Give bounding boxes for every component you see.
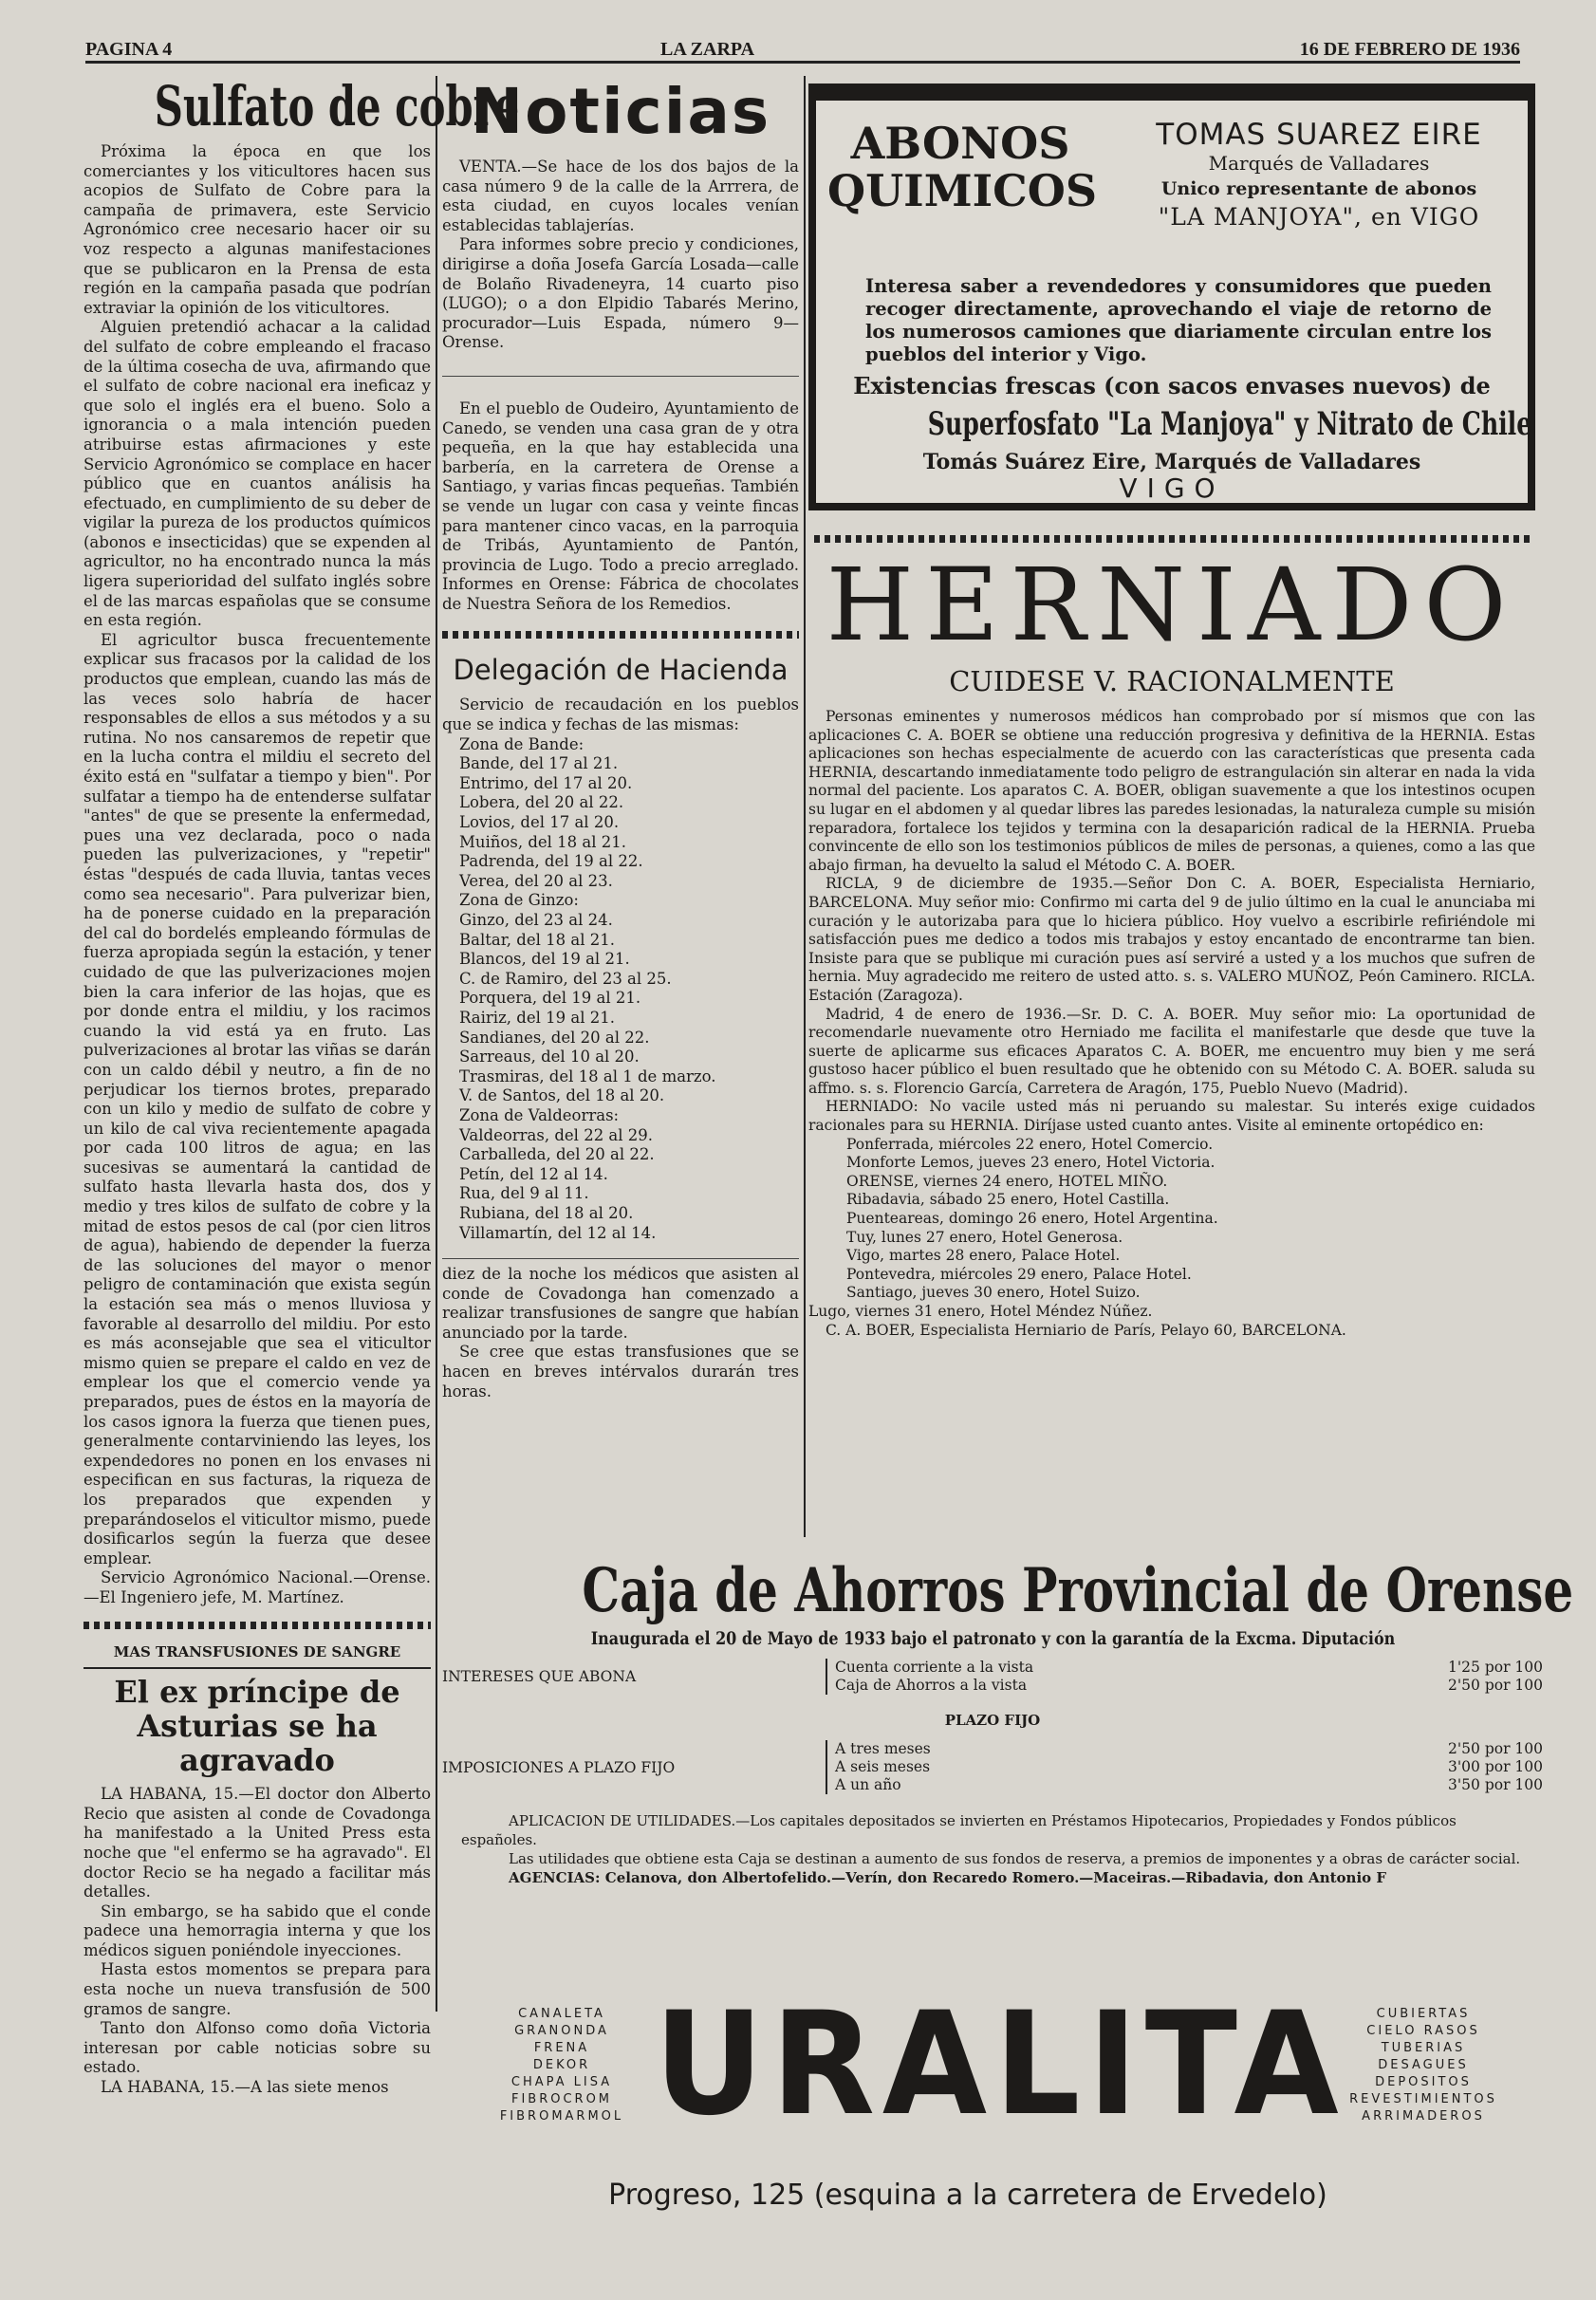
plazo-title: PLAZO FIJO bbox=[944, 1712, 1041, 1729]
visit-item: Ponferrada, miércoles 22 enero, Hotel Comercio. bbox=[846, 1135, 1214, 1153]
herniado-paragraph: Madrid, 4 de enero de 1936.—Sr. D. C. A. BOER. Muy señor mio: La oportunidad de recomendarle nuevamente otro Herniado me facilita el manifestarle que desde que tuve la suerte de aplicarme sus eficaces Aparatos C. A. BOER, me encuentro muy bien y me será gustoso hacer público el buen resultado que he obtenido con su Método C. A. BOER. saluda su affmo. s. s. Florencio García, Carretera de Aragón, 175, Pueblo Nuevo (Madrid). bbox=[808, 1005, 1535, 1097]
hacienda-title: Delegación de Hacienda bbox=[453, 654, 789, 687]
plazo-item: A seis meses 3'00 por 100 bbox=[835, 1758, 1543, 1775]
zone-item: Lobera, del 20 al 22. bbox=[459, 793, 624, 812]
zone-item: Petín, del 12 al 14. bbox=[459, 1164, 608, 1183]
intereses-row bbox=[442, 1659, 1543, 1695]
zone-item: Porquera, del 19 al 21. bbox=[459, 989, 641, 1008]
herniado-footer: C. A. BOER, Especialista Herniario de París, Pelayo 60, BARCELONA. bbox=[826, 1321, 1346, 1339]
uralita-left-list: CANALETA GRANONDA FRENA DEKOR CHAPA LISA FIBROCROM FIBROMARMOL bbox=[499, 2007, 624, 2124]
visit-item: Puenteareas, domingo 26 enero, Hotel Argentina. bbox=[846, 1210, 1218, 1228]
herniado-paragraph: Personas eminentes y numerosos médicos han comprobado por sí mismos que con las aplicaciones C. A. BOER se obtiene una reducción progresiva y definitiva de la HERNIA. Estas aplicaciones son hechas especialmente de acuerdo con las características que presenta cada HERNIA, descartando inmediatamente todo peligro de estrangulación sin alterar en nada la vida normal del paciente. Los aparatos C. A. BOER, obligan suavemente a que los intestinos ocupen su lugar en el abdomen y al quedar libres las paredes lesionadas, la naturaleza cumple su misión reparadora, fortalece los tejidos y termina con la desaparición radical de la HERNIA. Prueba convincente de ello son los testimonios públicos de miles de personas, a quienes, como a las que abajo firman, ha devuelto la salud el Método C. A. BOER. bbox=[808, 708, 1535, 874]
herniado-subtitle: CUIDESE V. RACIONALMENTE bbox=[949, 665, 1395, 697]
zone-item: Baltar, del 18 al 21. bbox=[459, 930, 615, 949]
zone-item: Sandianes, del 20 al 22. bbox=[459, 1028, 650, 1047]
section-divider bbox=[814, 535, 1531, 543]
noticias-paragraph: Para informes sobre precio y condiciones, dirigirse a doña Josefa García Losada—calle de Bolaño Rivadeneyra, 14 cuarto piso (LUGO); o a don Elpidio Tabarés Merino, procurador—Luis Espada, número 9—Orense. bbox=[442, 235, 799, 352]
visit-item: ORENSE, viernes 24 enero, HOTEL MIÑO. bbox=[846, 1172, 1168, 1190]
caja-aplicacion: APLICACION DE UTILIDADES.—Los capitales depositados se invierten en Préstamos Hipotecarios, Propiedades y Fondos públicos españoles. bbox=[461, 1812, 1457, 1848]
sulfato-paragraph: El agricultor busca frecuentemente explicar sus fracasos por la calidad de los productos que emplean, cuando las más de las veces solo habría de hacer responsables de ellos a sus métodos y a su rutina. No nos cansaremos de repetir que en la lucha contra el mildiu el secreto del éxito está en "sulfatar a tiempo y bien". Por sulfatar a tiempo ha de entenderse sulfatar "antes" de que se presente la enfermedad, pues una vez declarada, poco o nada pueden las pulverizaciones, y "repetir" éstas "después de cada lluvia, tantas veces como sea necesario". Para pulverizar bien, ha de ponerse cuidado en la preparación del cal do bordelés empleando fórmulas de fuerza apropiada según la estación, y tener cuidado de que las pulverizaciones mojen bien la cara inferior de las hojas, que es por donde entra el mildiu, y los racimos cuando la vid está ya en fruto. Las pulverizaciones al brotar las viñas se darán con un caldo débil y neutro, a fin de no perjudicar los tiernos brotes, preparado con un kilo y medio de sulfato de cobre y un kilo de cal viva recientemente apagada por cada 100 litros de agua; en las sucesivas se aumentará la cantidad de sulfato hasta llevarla hasta dos, dos y medio y tres kilos de sulfato de cobre y la mitad de estos pesos de cal (por cien litros de agua), habiendo de depender la fuerza de las soluciones del mayor o menor peligro de contaminación que exista según la estación sea más o menos lluviosa y favorable al desarrollo del mildiu. Por esto es más aconsejable que sea el viticultor mismo quien se prepare el caldo en vez de emplear los que el comercio vende ya preparados, pues de éstos en la mayoría de los casos ignora la fuerza que tienen pues, generalmente contarviniendo las leyes, los expendedores no ponen en los envases ni especifican en sus facturas, la riqueza de los preparados que expenden y preparándoselos el viticultor mismo, puede dosificarlos según la fuerza que desee emplear. bbox=[84, 630, 431, 1567]
zone-item: Trasmiras, del 18 al 1 de marzo. bbox=[459, 1067, 716, 1085]
abonos-name: TOMAS SUAREZ EIRE bbox=[1156, 118, 1482, 152]
visit-item: Monforte Lemos, jueves 23 enero, Hotel Victoria. bbox=[846, 1154, 1216, 1172]
abonos-products: Superfosfato "La Manjoya" y Nitrato de Chile bbox=[927, 405, 1532, 443]
zone-item: Padrenda, del 19 al 22. bbox=[459, 852, 643, 871]
abonos-name-block bbox=[1110, 118, 1528, 232]
caja-utilidades: Las utilidades que obtiene esta Caja se destinan a aumento de sus fondos de reserva, a premios de imponentes y a obras de carácter social. bbox=[509, 1850, 1521, 1867]
caja-agencias: AGENCIAS: Celanova, don Albertofelido.—Verín, don Recaredo Romero.—Maceiras.—Ribadavia, don Antonio F bbox=[509, 1869, 1387, 1886]
transfusiones-paragraph: Sin embargo, se ha sabido que el conde padece una hemorragia interna y que los médicos siguen poniéndole inyecciones. bbox=[84, 1901, 431, 1959]
sulfato-paragraph: Próxima la época en que los comerciantes y los viticultores hacen sus acopios de Sulfato de Cobre para la campaña de primavera, este Servicio Agronómico cree necesario hacer oir su voz respecto a algunas manifestaciones que se publicaron en la Prensa de esta región en la campaña pasada que podrían extraviar la opinión de los viticultores. bbox=[84, 142, 431, 317]
uralita-right-list: CUBIERTAS CIELO RASOS TUBERIAS DESAGUES DEPOSITOS REVESTIMIENTOS ARRIMADEROS bbox=[1349, 2007, 1497, 2124]
section-divider bbox=[84, 1622, 431, 1629]
hacienda-intro: Servicio de recaudación en los pueblos que se indica y fechas de las mismas: bbox=[442, 696, 799, 734]
transfusiones-continuation-2: Se cree que estas transfusiones que se hacen en breves intérvalos durarán tres horas. bbox=[442, 1343, 799, 1400]
interest-item: Cuenta corriente a la vista 1'25 por 100 bbox=[835, 1659, 1543, 1676]
caja-notes bbox=[442, 1811, 1543, 1887]
noticias-title: Noticias bbox=[470, 75, 771, 148]
uralita-logo: URALITA bbox=[654, 1982, 1346, 2147]
zone-item: Rua, del 9 al 11. bbox=[459, 1184, 589, 1203]
noticias-paragraph: VENTA.—Se hace de los dos bajos de la casa número 9 de la calle de la Arrrera, de esta ciudad, en cuyos locales venían establecidas tablajerías. bbox=[442, 158, 799, 234]
zone-item: Villamartín, del 12 al 14. bbox=[459, 1223, 657, 1242]
zone-name: Zona de Ginzo: bbox=[459, 891, 579, 910]
sulfato-signature: Servicio Agronómico Nacional.—Orense.—El Ingeniero jefe, M. Martínez. bbox=[84, 1568, 431, 1606]
abonos-subtitle: Marqués de Valladares bbox=[1208, 152, 1430, 175]
uralita-ad bbox=[493, 1982, 1499, 2237]
zone-item: Verea, del 20 al 23. bbox=[459, 871, 613, 890]
interest-item: Caja de Ahorros a la vista 2'50 por 100 bbox=[835, 1677, 1543, 1694]
visit-item: Tuy, lunes 27 enero, Hotel Generosa. bbox=[846, 1228, 1123, 1246]
imposiciones-row bbox=[442, 1740, 1543, 1794]
zone-item: Rairiz, del 19 al 21. bbox=[459, 1008, 615, 1027]
abonos-brand: "LA MANJOYA", en VIGO bbox=[1158, 203, 1480, 231]
sulfato-paragraph: Alguien pretendió achacar a la calidad del sulfato de cobre empleando el fracaso de la última cosecha de uva, afirmando que el sulfato de cobre nacional era ineficaz y que solo el inglés era el bueno. Solo a ignorancia o a mala intención pueden atribuirse estas afirmaciones y este Servicio Agronómico se complace en hacer público que en cuantos análisis ha efectuado, en cumplimiento de su deber de vigilar la pureza de los productos químicos (abonos e insecticidas) que se expenden al agricultor, no ha encontrado nunca la más ligera superioridad del sulfato inglés sobre el de las marcas españolas que se consume en esta región. bbox=[84, 318, 431, 630]
zone-item: Bande, del 17 al 21. bbox=[459, 754, 619, 773]
column-rule-2 bbox=[804, 76, 806, 1537]
abonos-ad bbox=[808, 83, 1535, 510]
page-number: PAGINA 4 bbox=[85, 39, 173, 60]
abonos-title: ABONOS QUIMICOS bbox=[827, 118, 1098, 216]
abonos-signature: Tomás Suárez Eire, Marqués de Valladares bbox=[922, 450, 1421, 474]
zone-item: Sarreaus, del 10 al 20. bbox=[459, 1048, 640, 1067]
section-divider bbox=[442, 631, 799, 639]
zone-item: Lovios, del 17 al 20. bbox=[459, 813, 620, 832]
noticias-paragraph: En el pueblo de Oudeiro, Ayuntamiento de Canedo, se venden una casa gran de y otra pequeña, en la que hay establecida una barbería, en la carretera de Orense a Santiago, y varias fincas pequeñas. También se vende un lugar con casa y veinte fincas para mantener cinco vacas, en la parroquia de Tribás, Ayuntamiento de Pantón, provincia de Lugo. Todo a precio arreglado. Informes en Orense: Fábrica de chocolates de Nuestra Señora de los Remedios. bbox=[442, 399, 799, 613]
herniado-paragraph: RICLA, 9 de diciembre de 1935.—Señor Don C. A. BOER, Especialista Herniario, BARCELONA. Muy señor mio: Confirmo mi carta del 9 de julio último en la cual le anunciaba mi curación y le autorizaba para que lo hiciera público. Hoy vuelvo a escribirle refiriéndole mi satisfacción pues me dedico a todos mis trabajos y estoy encantado de encontrarme tan bien. Insiste para que se publique mi curación pues así serviré a usted y a los muchos que sufren de hernia. Muy agradecido me reitero de usted atto. s. s. VALERO MUÑOZ, Peón Caminero. RICLA. Estación (Zaragoza). bbox=[808, 875, 1535, 1004]
herniado-title: HERNIADO bbox=[826, 547, 1518, 663]
imposiciones-label: IMPOSICIONES A PLAZO FIJO bbox=[442, 1759, 676, 1776]
visit-item: Ribadavia, sábado 25 enero, Hotel Castilla. bbox=[846, 1191, 1170, 1209]
hacienda-divider bbox=[442, 1258, 799, 1259]
issue-date: 16 DE FEBRERO DE 1936 bbox=[1299, 39, 1520, 60]
noticias-divider bbox=[442, 353, 799, 377]
transfusiones-paragraph: LA HABANA, 15.—El doctor don Alberto Recio que asisten al conde de Covadonga ha manifestado a la United Press esta noche que "el enfermo se ha agravado". El doctor Recio se ha negado a facilitar más detalles. bbox=[84, 1785, 431, 1901]
intereses-label: INTERESES QUE ABONA bbox=[442, 1668, 637, 1685]
caja-inaugurated: Inaugurada el 20 de Mayo de 1933 bajo el patronato y con la garantía de la Excma. Diputación bbox=[590, 1628, 1395, 1649]
transfusiones-title: El ex príncipe de Asturias se ha agravado bbox=[84, 1667, 431, 1777]
abonos-existencias: Existencias frescas (con sacos envases nuevos) de bbox=[853, 372, 1491, 399]
sulfato-title: Sulfato de cobre bbox=[154, 74, 520, 139]
plazo-item: A tres meses 2'50 por 100 bbox=[835, 1740, 1543, 1757]
uralita-address: Progreso, 125 (esquina a la carretera de Ervedelo) bbox=[608, 2179, 1327, 2212]
zone-name: Zona de Valdeorras: bbox=[459, 1105, 620, 1124]
newspaper-name: LA ZARPA bbox=[659, 39, 755, 60]
zone-item: Ginzo, del 23 al 24. bbox=[459, 911, 613, 929]
transfusiones-paragraph: Hasta estos momentos se prepara para esta noche un nueva transfusión de 500 gramos de sangre. bbox=[84, 1960, 431, 2018]
herniado-ad bbox=[808, 548, 1535, 1340]
zone-item: Muiños, del 18 al 21. bbox=[459, 832, 627, 851]
zone-item: V. de Santos, del 18 al 20. bbox=[459, 1086, 665, 1105]
intereses-list bbox=[826, 1659, 1543, 1695]
zone-item: Carballeda, del 20 al 22. bbox=[459, 1145, 655, 1164]
zone-name: Zona de Bande: bbox=[459, 734, 585, 753]
herniado-paragraph: HERNIADO: No vacile usted más ni peruando su malestar. Su interés exige cuidados racionales para su HERNIA. Diríjase usted cuanto antes. Visite al eminente ortopédico en: bbox=[808, 1098, 1535, 1135]
page-header bbox=[85, 32, 1520, 64]
zone-item: Entrimo, del 17 al 20. bbox=[459, 773, 633, 792]
visit-item: Lugo, viernes 31 enero, Hotel Méndez Núñez. bbox=[808, 1303, 1153, 1320]
column-rule-1 bbox=[436, 76, 437, 2012]
zone-item: Valdeorras, del 22 al 29. bbox=[459, 1125, 654, 1144]
caja-title: Caja de Ahorros Provincial de Orense bbox=[582, 1555, 1574, 1626]
zone-item: Blancos, del 19 al 21. bbox=[459, 950, 630, 969]
abonos-body: Interesa saber a revendedores y consumidores que pueden recoger directamente, aprovechando el viaje de retorno de los numerosos camiones que diariamente circulan entre los pueblos del interior y Vigo. bbox=[865, 275, 1492, 365]
caja-ahorros-ad bbox=[442, 1555, 1574, 1887]
transfusiones-paragraph: LA HABANA, 15.—A las siete menos bbox=[101, 2078, 389, 2097]
transfusiones-kicker: MAS TRANSFUSIONES DE SANGRE bbox=[113, 1642, 401, 1660]
zone-item: Rubiana, del 18 al 20. bbox=[459, 1203, 634, 1222]
visit-item: Santiago, jueves 30 enero, Hotel Suizo. bbox=[846, 1284, 1141, 1302]
herniado-visit-list bbox=[808, 1136, 1535, 1322]
column-middle bbox=[442, 76, 799, 1401]
transfusiones-continuation: diez de la noche los médicos que asisten al conde de Covadonga han comenzado a realizar transfusiones de sangre que habían anunciado por la tarde. bbox=[442, 1265, 799, 1342]
hacienda-zone-list bbox=[442, 735, 799, 1243]
abonos-rep: Unico representante de abonos bbox=[1160, 178, 1477, 199]
transfusiones-paragraph: Tanto don Alfonso como doña Victoria interesan por cable noticias sobre su estado. bbox=[84, 2019, 431, 2077]
plazos-list bbox=[826, 1740, 1543, 1794]
visit-item: Pontevedra, miércoles 29 enero, Palace Hotel. bbox=[846, 1265, 1192, 1283]
abonos-city: VIGO bbox=[1119, 473, 1225, 504]
plazo-item: A un año 3'50 por 100 bbox=[835, 1776, 1543, 1793]
zone-item: C. de Ramiro, del 23 al 25. bbox=[459, 969, 672, 988]
herniado-body bbox=[808, 708, 1535, 1340]
visit-item: Vigo, martes 28 enero, Palace Hotel. bbox=[846, 1247, 1121, 1265]
